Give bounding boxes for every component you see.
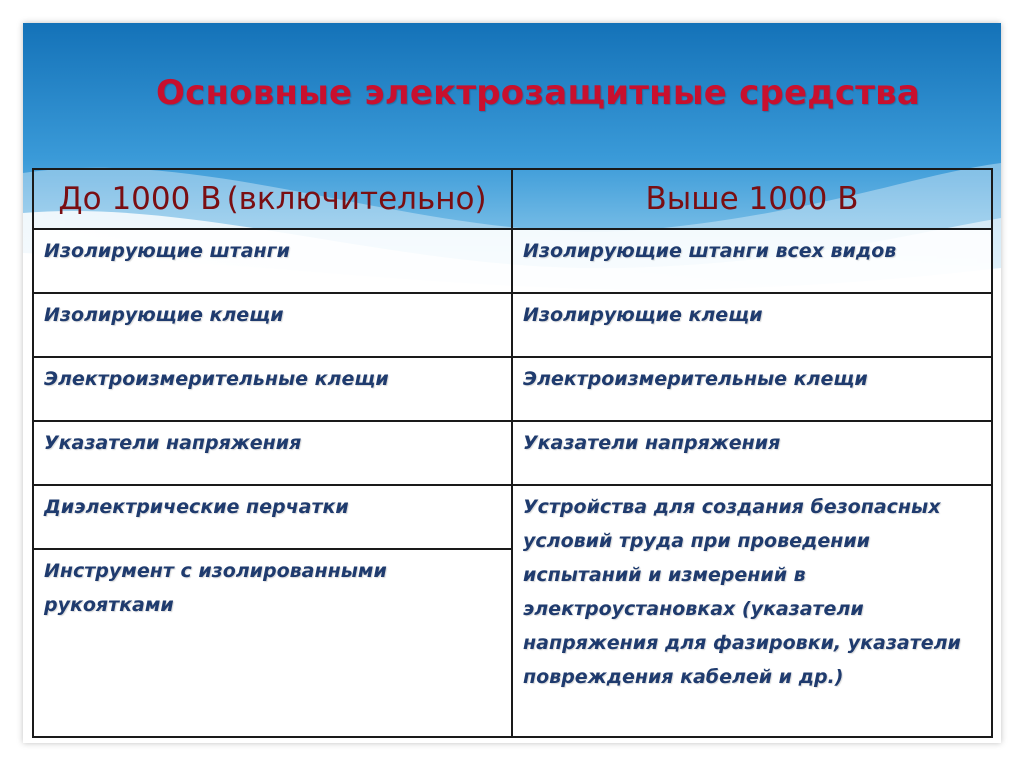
table-row — [33, 421, 992, 485]
slide — [23, 23, 1001, 743]
header-right: Выше 1000 В — [645, 181, 859, 217]
header-left-paren: (включительно) — [226, 181, 487, 217]
table-row — [33, 229, 992, 293]
cell-right: Электроизмерительные клещи — [512, 357, 992, 421]
table-header-row — [33, 169, 992, 229]
header-above-1000v — [512, 169, 992, 229]
cell-right: Изолирующие штанги всех видов — [512, 229, 992, 293]
cell-left: Инструмент с изолированными рукоятками — [33, 549, 512, 737]
header-left-main: До 1000 В — [58, 181, 222, 217]
cell-left: Указатели напряжения — [33, 421, 512, 485]
cell-left: Изолирующие штанги — [33, 229, 512, 293]
table-row — [33, 485, 992, 549]
header-up-to-1000v — [33, 169, 512, 229]
cell-right: Указатели напряжения — [512, 421, 992, 485]
page-title: Основные электрозащитные средства — [156, 73, 921, 113]
cell-left: Электроизмерительные клещи — [33, 357, 512, 421]
cell-left: Изолирующие клещи — [33, 293, 512, 357]
cell-right: Изолирующие клещи — [512, 293, 992, 357]
cell-left: Диэлектрические перчатки — [33, 485, 512, 549]
cell-right-merged: Устройства для создания безопасных условий труда при проведении испытаний и измерений в электроустановках (указатели напряжения для фазировки, указатели повреждения кабелей и др.) — [512, 485, 992, 737]
table-row — [33, 357, 992, 421]
protection-means-table — [32, 168, 993, 738]
table-row — [33, 293, 992, 357]
